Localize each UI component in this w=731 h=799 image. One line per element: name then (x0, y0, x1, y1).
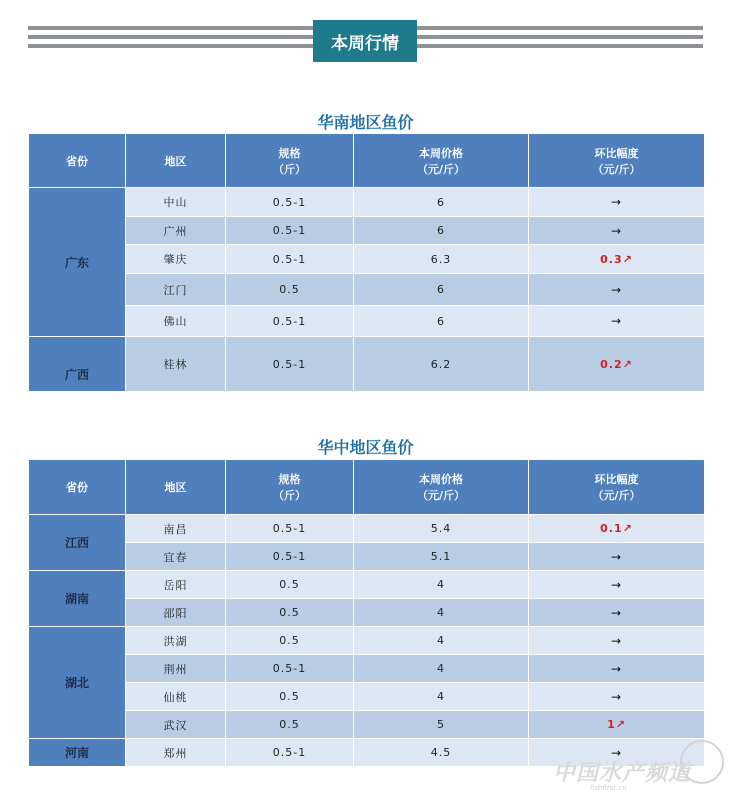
flat-arrow-icon: → (610, 195, 623, 209)
central-price-table (28, 459, 705, 767)
price-cell: 4 (354, 599, 529, 627)
price-cell: 4.5 (354, 739, 529, 767)
flat-arrow-icon: → (610, 314, 623, 328)
flat-arrow-icon: → (610, 223, 623, 238)
col-change-label: 环比幅度 (594, 473, 639, 486)
south-price-table (28, 133, 705, 392)
change-up-value: 0.2↗ (600, 357, 633, 371)
col-change-header (529, 134, 705, 188)
spec-cell: 0.5-1 (226, 217, 354, 245)
region-cell: 桂林 (126, 337, 226, 392)
spec-cell: 0.5 (226, 599, 354, 627)
price-cell: 4 (354, 627, 529, 655)
table-row (29, 543, 705, 571)
flat-arrow-icon: → (610, 577, 623, 592)
province-cell: 湖南 (29, 571, 126, 627)
change-cell (529, 599, 705, 627)
price-cell: 4 (354, 683, 529, 711)
change-up-value: 0.3↗ (600, 252, 633, 266)
province-cell: 广东 (29, 188, 126, 337)
table-row (29, 217, 705, 245)
spec-cell: 0.5-1 (226, 337, 354, 392)
table-row (29, 599, 705, 627)
region-cell: 江门 (126, 274, 226, 306)
spec-cell: 0.5 (226, 571, 354, 599)
spec-cell: 0.5-1 (226, 245, 354, 274)
col-region-header: 地区 (126, 134, 226, 188)
col-change-header (529, 460, 705, 515)
col-price-unit: （元/斤） (416, 162, 466, 176)
flat-arrow-icon: → (610, 549, 623, 564)
col-region-header: 地区 (126, 460, 226, 515)
spec-cell: 0.5-1 (226, 655, 354, 683)
region-cell: 武汉 (126, 711, 226, 739)
price-cell: 4 (354, 571, 529, 599)
page-title-badge: 本周行情 (313, 20, 417, 62)
watermark-url: fishfirst.cn (590, 784, 627, 792)
south-section-title: 华南地区鱼价 (317, 113, 414, 132)
table-row (29, 655, 705, 683)
change-cell (529, 245, 705, 274)
change-up-value: 0.1↗ (600, 522, 633, 535)
spec-cell: 0.5 (226, 711, 354, 739)
col-spec-header (226, 134, 354, 188)
price-cell: 6.2 (354, 337, 529, 392)
region-cell: 仙桃 (126, 683, 226, 711)
change-cell (529, 217, 705, 245)
change-cell (529, 274, 705, 306)
col-price-label: 本周价格 (419, 473, 463, 486)
col-spec-label: 规格 (278, 146, 301, 160)
table-row (29, 274, 705, 306)
change-cell (529, 627, 705, 655)
region-cell: 岳阳 (126, 571, 226, 599)
col-price-header (354, 460, 529, 515)
change-cell (529, 711, 705, 739)
province-cell: 江西 (29, 515, 126, 571)
central-section-title: 华中地区鱼价 (317, 438, 414, 457)
change-cell (529, 306, 705, 337)
col-price-unit: （元/斤） (416, 489, 466, 502)
spec-cell: 0.5 (226, 627, 354, 655)
table-row (29, 515, 705, 543)
col-change-unit: （元/斤） (592, 489, 641, 502)
spec-cell: 0.5-1 (226, 543, 354, 571)
table-row (29, 571, 705, 599)
price-cell: 6 (354, 306, 529, 337)
spec-cell: 0.5-1 (226, 739, 354, 767)
price-cell: 5.1 (354, 543, 529, 571)
col-spec-unit: （斤） (273, 489, 306, 502)
col-province-header: 省份 (29, 134, 126, 188)
price-cell: 5.4 (354, 515, 529, 543)
price-cell: 6.3 (354, 245, 529, 274)
col-spec-unit: （斤） (273, 162, 306, 176)
table-row (29, 711, 705, 739)
price-cell: 6 (354, 217, 529, 245)
flat-arrow-icon: → (610, 282, 623, 297)
price-cell: 6 (354, 274, 529, 306)
spec-cell: 0.5-1 (226, 515, 354, 543)
table-row (29, 337, 705, 392)
col-province-header: 省份 (29, 460, 126, 515)
col-price-label: 本周价格 (419, 146, 463, 160)
change-cell (529, 655, 705, 683)
region-cell: 广州 (126, 217, 226, 245)
change-cell (529, 543, 705, 571)
change-cell (529, 683, 705, 711)
watermark-logo: 中国水产频道 (553, 761, 692, 786)
table-row (29, 306, 705, 337)
region-cell: 中山 (126, 188, 226, 217)
region-cell: 郑州 (126, 739, 226, 767)
province-cell: 河南 (29, 739, 126, 767)
change-cell (529, 515, 705, 543)
flat-arrow-icon: → (610, 633, 623, 648)
col-spec-header (226, 460, 354, 515)
province-cell: 广西 (29, 337, 126, 392)
col-change-unit: （元/斤） (592, 162, 641, 176)
table-row (29, 188, 705, 217)
table-row (29, 683, 705, 711)
region-cell: 宜春 (126, 543, 226, 571)
change-cell (529, 571, 705, 599)
change-cell (529, 188, 705, 217)
region-cell: 佛山 (126, 306, 226, 337)
region-cell: 肇庆 (126, 245, 226, 274)
flat-arrow-icon: → (610, 689, 623, 704)
flat-arrow-icon: → (610, 745, 623, 760)
region-cell: 荆州 (126, 655, 226, 683)
flat-arrow-icon: → (610, 605, 623, 620)
price-cell: 6 (354, 188, 529, 217)
region-cell: 洪湖 (126, 627, 226, 655)
flat-arrow-icon: → (610, 661, 623, 676)
spec-cell: 0.5-1 (226, 188, 354, 217)
table-row (29, 627, 705, 655)
province-cell: 湖北 (29, 627, 126, 739)
col-price-header (354, 134, 529, 188)
change-cell (529, 337, 705, 392)
spec-cell: 0.5 (226, 274, 354, 306)
col-change-label: 环比幅度 (594, 146, 639, 160)
col-spec-label: 规格 (278, 473, 301, 486)
spec-cell: 0.5-1 (226, 306, 354, 337)
change-up-value: 1↗ (607, 718, 626, 731)
price-cell: 5 (354, 711, 529, 739)
region-cell: 邵阳 (126, 599, 226, 627)
region-cell: 南昌 (126, 515, 226, 543)
table-row (29, 245, 705, 274)
price-cell: 4 (354, 655, 529, 683)
spec-cell: 0.5 (226, 683, 354, 711)
